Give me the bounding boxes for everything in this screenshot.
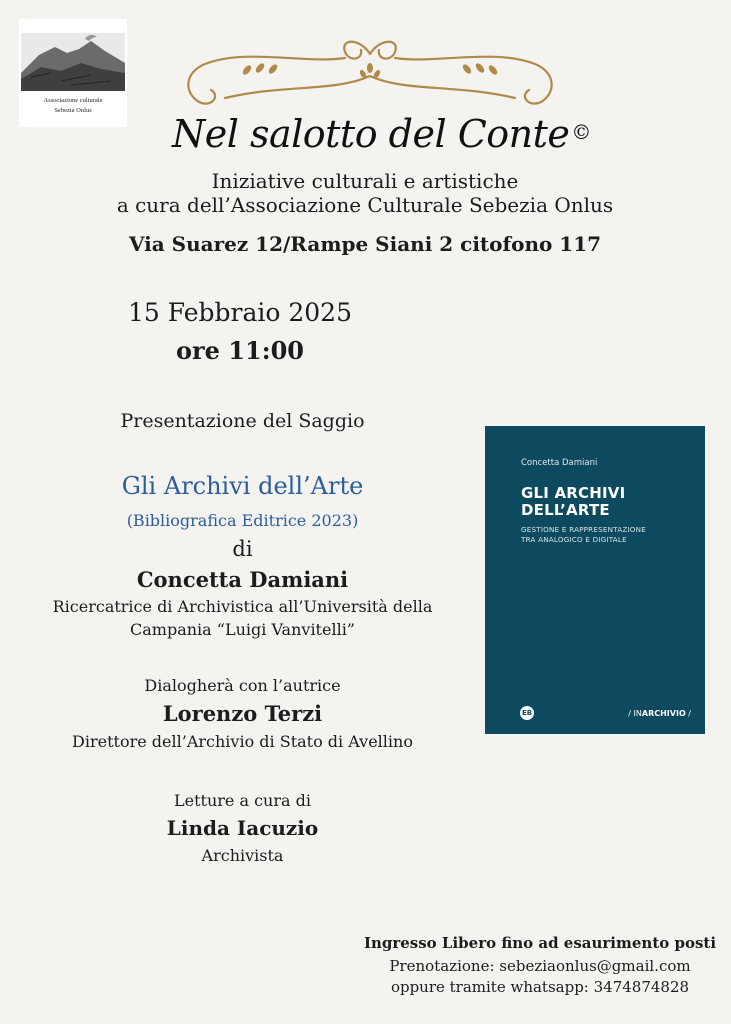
subtitle-line1: Iniziative culturali e artistiche bbox=[211, 169, 519, 193]
event-date: 15 Febbraio 2025 bbox=[127, 298, 352, 327]
booking-email: Prenotazione: sebeziaonlus@gmail.com bbox=[389, 957, 691, 975]
gold-ornament-icon bbox=[185, 34, 555, 114]
dialogue-guest-role: Direttore dell’Archivio di Stato di Avellino bbox=[72, 732, 413, 751]
book-cover bbox=[485, 426, 705, 734]
cover-subtitle-line1: GESTIONE E RAPPRESENTAZIONE bbox=[521, 525, 646, 534]
booking-whatsapp: oppure tramite whatsapp: 3474874828 bbox=[390, 978, 690, 996]
author-name: Concetta Damiani bbox=[136, 567, 349, 592]
publisher-logo-icon: EB bbox=[520, 706, 534, 720]
by-label: di bbox=[232, 537, 253, 561]
author-role-line1: Ricercatrice di Archivistica all’Università della bbox=[52, 597, 433, 616]
free-entry-note: Ingresso Libero fino ad esaurimento posti bbox=[363, 934, 717, 952]
volcano-landscape-icon bbox=[21, 33, 125, 91]
presentation-intro: Presentazione del Saggio bbox=[120, 410, 365, 432]
script-title-text: Nel salotto del Conte bbox=[172, 112, 570, 156]
book-title: Gli Archivi dell’Arte bbox=[121, 472, 364, 500]
series-main: ARCHIVIO bbox=[641, 709, 686, 718]
venue-address: Via Suarez 12/Rampe Siani 2 citofono 117 bbox=[128, 232, 602, 256]
cover-title-line1: GLI ARCHIVI bbox=[521, 484, 626, 502]
readings-intro: Letture a cura di bbox=[174, 791, 311, 810]
association-logo bbox=[19, 19, 127, 127]
logo-text-line1: Associazione culturale bbox=[43, 97, 103, 104]
dialogue-guest-name: Lorenzo Terzi bbox=[162, 701, 323, 726]
event-time: ore 11:00 bbox=[176, 336, 304, 365]
event-series-title bbox=[172, 112, 592, 156]
dialogue-intro: Dialogherà con l’autrice bbox=[144, 676, 341, 695]
readings-reader-role: Archivista bbox=[201, 846, 284, 865]
cover-author: Concetta Damiani bbox=[521, 458, 598, 468]
readings-reader-name: Linda Iacuzio bbox=[166, 816, 319, 840]
book-publisher: (Bibliografica Editrice 2023) bbox=[126, 511, 359, 530]
copyright-symbol: © bbox=[571, 120, 591, 144]
cover-series bbox=[628, 709, 691, 718]
cover-subtitle-line2: TRA ANALOGICO E DIGITALE bbox=[521, 535, 627, 544]
subtitle-line2: a cura dell’Associazione Culturale Sebezia Onlus bbox=[116, 193, 614, 217]
series-prefix: / IN bbox=[628, 709, 642, 718]
logo-text-line2: Sebezia Onlus bbox=[54, 107, 92, 114]
author-role-line2: Campania “Luigi Vanvitelli” bbox=[130, 620, 355, 639]
cover-title-line2: DELL’ARTE bbox=[521, 501, 610, 519]
series-suffix: / bbox=[685, 709, 691, 718]
